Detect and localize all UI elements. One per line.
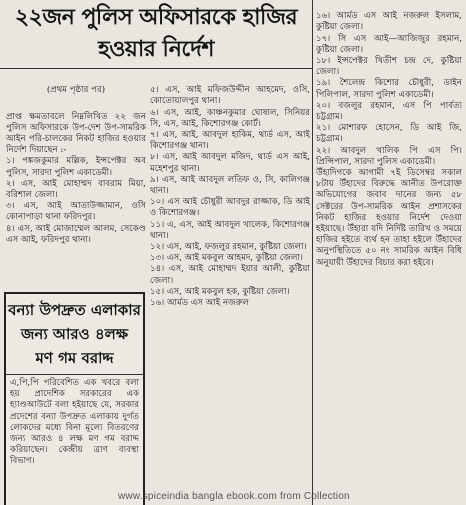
boxed-story-text: এ,পি,পি পরিবেশিত এক খবরে বলা হয় প্রাদেশিক সরকারের এক হ্যাণ্ডআউটে বলা হইয়াছে যে, সরকার প্রদেশের বন্যা উপদ্রুত এলাকায় দুর্গত লোকদের মধ্যে বিনা মূল্যে বিতরণের জন্য আরও ৪ লক্ষ মণ গম বরাদ্দ করিয়াছেন। কেন্দ্রীয় ত্রাণ ব্যবস্থা বিভাগ। — [10, 378, 139, 467]
headline-rule — [0, 68, 312, 69]
column-divider — [312, 0, 313, 505]
boxed-story — [4, 292, 145, 505]
column-3-text: ১৬। আর্মড এস আই নজরুল ইসলাম, কুষ্টিয়া জেলা। ১৭। সি এস আই—আজিজুর রহমান, কুষ্টিয়া জেলা। ১৮। ইন্সপেক্টর খিতীশ চন্দ্র দে, কুষ্টিয়া জেলা। ১৯। শৈলেন্দ্র কিশোর চৌধুরী, ডাইন পিলিপাল, সারদা পুলিশ একাডেমী। ২০। বজলুর রহমান, এস পি পার্বত্য চট্টগ্রাম। ২১। মোশারফ হোসেন, ডি আই জি, চট্টগ্রাম। ২২। আবদুল খালিক পি এস পি। প্রিন্সিপাল, সারদা পুলিস একাডেমী। উঁহাদিগকে আগামী ৭ই ডিসেম্বর সকাল ৮টায় উঁহাদের বিরুদ্ধে আনীত উপরোক্ত অভিযোগের জবাব দানের জন্য ৫৮ সেক্টরের উপ-সামরিক আইন প্রশাসকের নিকট হাজির হওয়ার নির্দেশ দেওয়া হইয়াছে। উঁহারা যদি নির্দিষ্ট তারিখ ও সময়ে হাজির হইতে ব্যর্থ হন তাহা হইলে উঁহাদের অনুপস্থিতিতে ৫০ নং সামরিক আইন বিধি অনুযায়ী উঁহাদের বিচার করা হইবে। — [316, 11, 462, 268]
headline-line-2: হওয়ার নির্দেশ — [98, 36, 214, 62]
headline — [0, 0, 312, 66]
boxed-story-headline: বন্যা উপদ্রুত এলাকার জন্য আরও ৪লক্ষ মণ গম বরাদ্দ — [6, 294, 143, 375]
continuation-note: (প্রথম পৃষ্ঠার পর) — [46, 85, 106, 96]
article-column-1 — [6, 74, 146, 289]
headline-line-1: ২২জন পুলিস অফিসারকে হাজির — [14, 4, 298, 30]
watermark: www.spiceindia bangla ebook.com from Collection — [118, 491, 350, 502]
article-column-3 — [316, 0, 462, 505]
column-1-text: প্রাপ্ত ক্ষমতাবলে নিম্নলিখিত ২২ জন পুলিস অফিসারকে উপ-দেশ উপ-সামরিক আইন পরি-চালকের নিকট হাজির হওয়ার নির্দেশ দিয়াছেন :- ১। পঙ্কজকুমার মল্লিক, ইন্সপেক্টর অব পুলিস, সারদা পুলিশ একাডেমী। ২। এস, আই মোহাম্মদ বাবরাম মিয়া, বরিশাল জেলা। ৩। এস, আই আতাউজ্জামান, ওসি কোনাপাড়া থানা ফরিদপুর। ৪। এস, আই মোজাম্মেল আলম, সেকেণ্ড এস আই, ফরিদপুর থানা। — [6, 111, 146, 245]
article-column-2 — [150, 74, 310, 505]
column-2-text: ৫। এস, আই মফিজউদ্দীন আহমেদ, ওসি, কোতোয়ালপুর থানা। ৬। এস, আই, কাঞ্চনকুমার ঘোষাল, সিনিয়র সি, এস, আই, কিশোরগঞ্জ কোর্ট। ৭। এস, আই, আবদুল হাকিম, থার্ড এস, আই কিশোরগঞ্জ থানা। ৮। এস, আই আবদুল মজিদ, থার্ড এস আই, মহেশপুর থানা। ৯। এস, আই আবদুল লতিফ ও, সি, কালিগঞ্জ থানা। ১০। এস আই চৌধুরী আবদুর রাজ্জাক, ডি আই ও কিশোরগঞ্জ। ১১। এ, এস, আই আবদুল খালেক, কিশোরগঞ্জ থানা। ১২। এস, আই, ফজলুর রহমান, কুষ্টিয়া জেলা। ১৩। এস, আই মকবুল আহমদ, কুষ্টিয়া জেলা। ১৪। এস, আই মোহাম্মদ ইয়ার আলী, কুষ্টিয়া জেলা। ১৫। এস, আই মকবুল হক, কুষ্টিয়া জেলা। ১৬। আর্মড এস আই নজরুল — [150, 85, 310, 309]
